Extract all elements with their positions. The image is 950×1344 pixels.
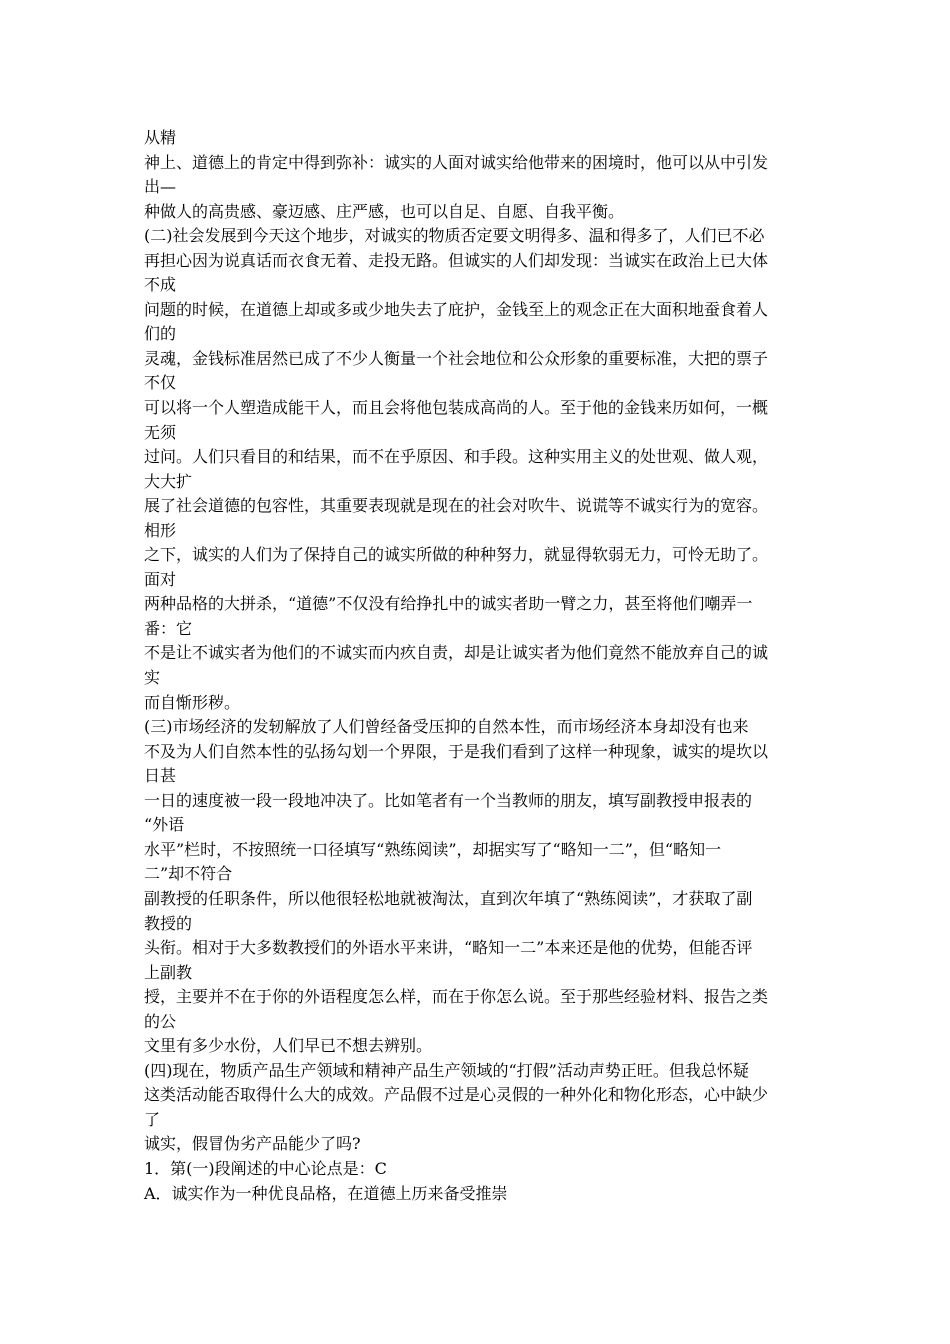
text-line: 灵魂，金钱标准居然已成了不少人衡量一个社会地位和公众形象的重要标准，大把的票子 [144,348,769,368]
text-line: 上副教 [144,962,193,982]
text-line: 这类活动能否取得什么大的成效。产品假不过是心灵假的一种外化和物化形态，心中缺少 [144,1085,769,1105]
text-line: 再担心因为说真话而衣食无着、走投无路。但诚实的人们却发现：当诚实在政治上已大体 [144,250,769,270]
text-line: 无须 [144,422,177,442]
text-line: 过问。人们只看目的和结果，而不在乎原因、和手段。这种实用主义的处世观、做人观， [144,447,769,467]
document-body [144,126,814,1206]
text-line: “外语 [144,815,185,835]
text-line: 两种品格的大拼杀，“道德”不仅没有给挣扎中的诚实者助一臂之力，甚至将他们嘲弄一 [144,594,753,614]
text-line: 日甚 [144,766,177,786]
text-line: 大大扩 [144,471,193,491]
text-line: 从精 [144,128,177,147]
text-line: 可以将一个人塑造成能干人，而且会将他包装成高尚的人。至于他的金钱来历如何，一概 [144,398,769,418]
text-line: 相形 [144,520,177,540]
text-line: 二”却不符合 [144,864,233,884]
text-line: (三)市场经济的发轫解放了人们曾经备受压抑的自然本性，而市场经济本身却没有也来 [144,717,749,737]
text-line: 实 [144,668,161,688]
text-line: 问题的时候，在道德上却或多或少地失去了庇护，金钱至上的观念正在大面积地蚕食着人 [144,299,769,319]
text-line: 之下，诚实的人们为了保持自己的诚实所做的种种努力，就显得软弱无力，可怜无助了。 [144,545,769,565]
text-line: 不成 [144,275,177,295]
text-line: A．诚实作为一种优良品格，在道德上历来备受推崇 [144,1183,508,1203]
text-line: 面对 [144,569,177,589]
text-line: 头衔。相对于大多数教授们的外语水平来讲，“略知一二”本来还是他的优势，但能否评 [144,938,753,958]
text-line: (二)社会发展到今天这个地步，对诚实的物质否定要文明得多、温和得多了，人们已不必 [144,226,765,246]
text-line: 的公 [144,1011,177,1031]
text-line: 水平”栏时，不按照统一口径填写“熟练阅读”，却据实写了“略知一二”，但“略知一 [144,839,722,859]
text-line: 不仅 [144,373,177,393]
text-line: 展了社会道德的包容性，其重要表现就是现在的社会对吹牛、说谎等不诚实行为的宽容。 [144,496,769,516]
text-line: 授，主要并不在于你的外语程度怎么样，而在于你怎么说。至于那些经验材料、报告之类 [144,987,769,1007]
text-line: 而自惭形秽。 [144,692,241,712]
text-line: 种做人的高贵感、豪迈感、庄严感，也可以自足、自愿、自我平衡。 [144,201,625,221]
text-line: 了 [144,1109,161,1129]
text-line: 教授的 [144,913,193,933]
text-line: 副教授的任职条件，所以他很轻松地就被淘汰，直到次年填了“熟练阅读”，才获取了副 [144,888,753,908]
text-line: 诚实，假冒伪劣产品能少了吗? [144,1134,361,1154]
text-line: (四)现在，物质产品生产领域和精神产品生产领域的“打假”活动声势正旺。但我总怀疑 [144,1060,749,1080]
text-line: 神上、道德上的肯定中得到弥补：诚实的人面对诚实给他带来的困境时，他可以从中引发 [144,152,769,172]
text-line: 文里有多少水份，人们早已不想去辨别。 [144,1036,433,1056]
text-line: 番：它 [144,618,193,638]
text-line: 出— [144,177,177,197]
text-line: 不是让不诚实者为他们的不诚实而内疚自责，却是让诚实者为他们竟然不能放弃自己的诚 [144,643,769,663]
text-line: 1．第(一)段阐述的中心论点是：C [144,1158,387,1178]
text-line: 们的 [144,324,177,344]
text-line: 一日的速度被一段一段地冲决了。比如笔者有一个当教师的朋友，填写副教授申报表的 [144,790,753,810]
text-line: 不及为人们自然本性的弘扬勾划一个界限，于是我们看到了这样一种现象，诚实的堤坎以 [144,741,769,761]
